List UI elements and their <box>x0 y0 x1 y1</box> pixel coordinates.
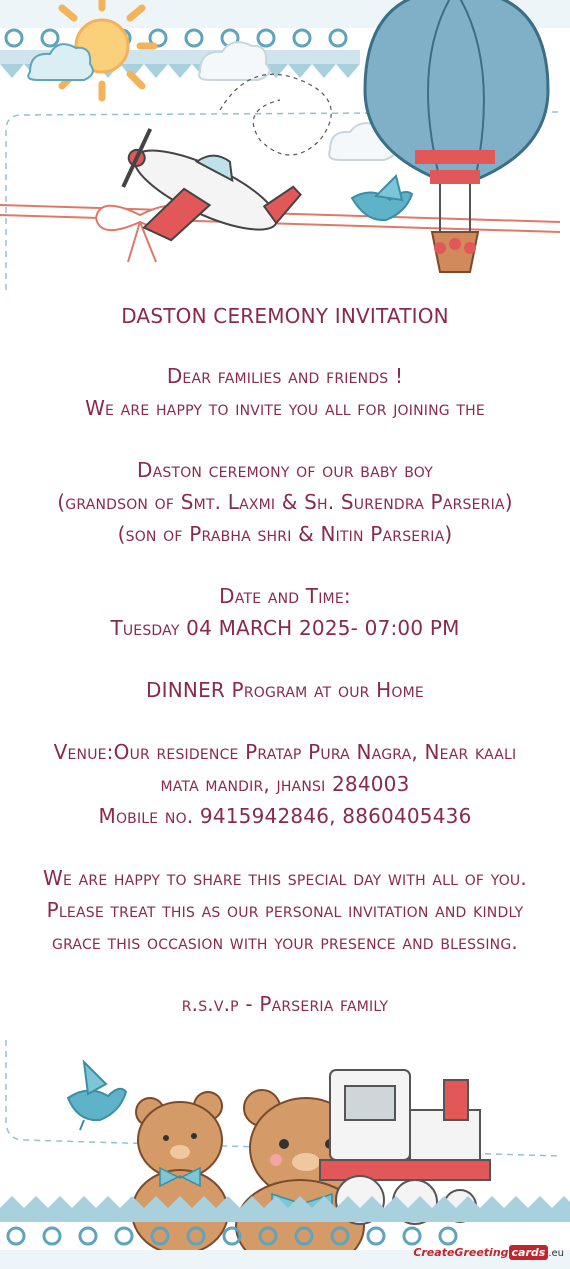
spacer <box>0 832 570 862</box>
mobile-line: Mobile no. 9415942846, 8860405436 <box>98 804 472 828</box>
spacer <box>0 644 570 674</box>
cloud-icon <box>28 44 93 80</box>
program-line: DINNER Program at our Home <box>146 678 424 702</box>
brand-part-1: CreateGreeting <box>413 1246 509 1259</box>
airplane-icon <box>104 118 302 281</box>
brand-part-3: .eu <box>548 1248 564 1259</box>
ceremony-line: Daston ceremony of our baby boy <box>136 458 433 482</box>
date-label: Date and Time: <box>219 584 351 608</box>
rsvp-line: r.s.v.p - Parseria family <box>181 992 389 1016</box>
spacer <box>0 706 570 736</box>
date-value: Tuesday 04 MARCH 2025- 07:00 PM <box>110 616 460 640</box>
venue-line-2: mata mandir, jhansi 284003 <box>160 772 410 796</box>
bird-icon <box>68 1062 126 1130</box>
brand-part-2: cards <box>509 1245 549 1260</box>
closing-line-1: We are happy to share this special day with all of you. <box>43 866 527 890</box>
cloud-icon <box>199 42 269 80</box>
son-line: (son of Prabha shri & Nitin Parseria) <box>117 522 453 546</box>
spacer <box>0 958 570 988</box>
bottom-decoration <box>0 1040 570 1269</box>
spacer <box>0 550 570 580</box>
spacer <box>0 424 570 454</box>
closing-line-2: Please treat this as our personal invitation and kindly <box>46 898 524 922</box>
grandson-line: (grandson of Smt. Laxmi & Sh. Surendra Parseria) <box>57 490 513 514</box>
brand-logo[interactable] <box>413 1246 564 1259</box>
greeting-line: Dear families and friends ! <box>166 364 404 388</box>
invite-line: We are happy to invite you all for joining the <box>85 396 485 420</box>
top-decoration <box>0 0 570 300</box>
invitation-message <box>0 300 570 1020</box>
invitation-title: DASTON CEREMONY INVITATION <box>121 304 449 328</box>
teddy-bear-icon <box>132 1092 228 1254</box>
venue-line-1: Venue:Our residence Pratap Pura Nagra, Near kaali <box>53 740 517 764</box>
bird-icon <box>352 176 412 220</box>
closing-line-3: grace this occasion with your presence and blessing. <box>52 930 518 954</box>
